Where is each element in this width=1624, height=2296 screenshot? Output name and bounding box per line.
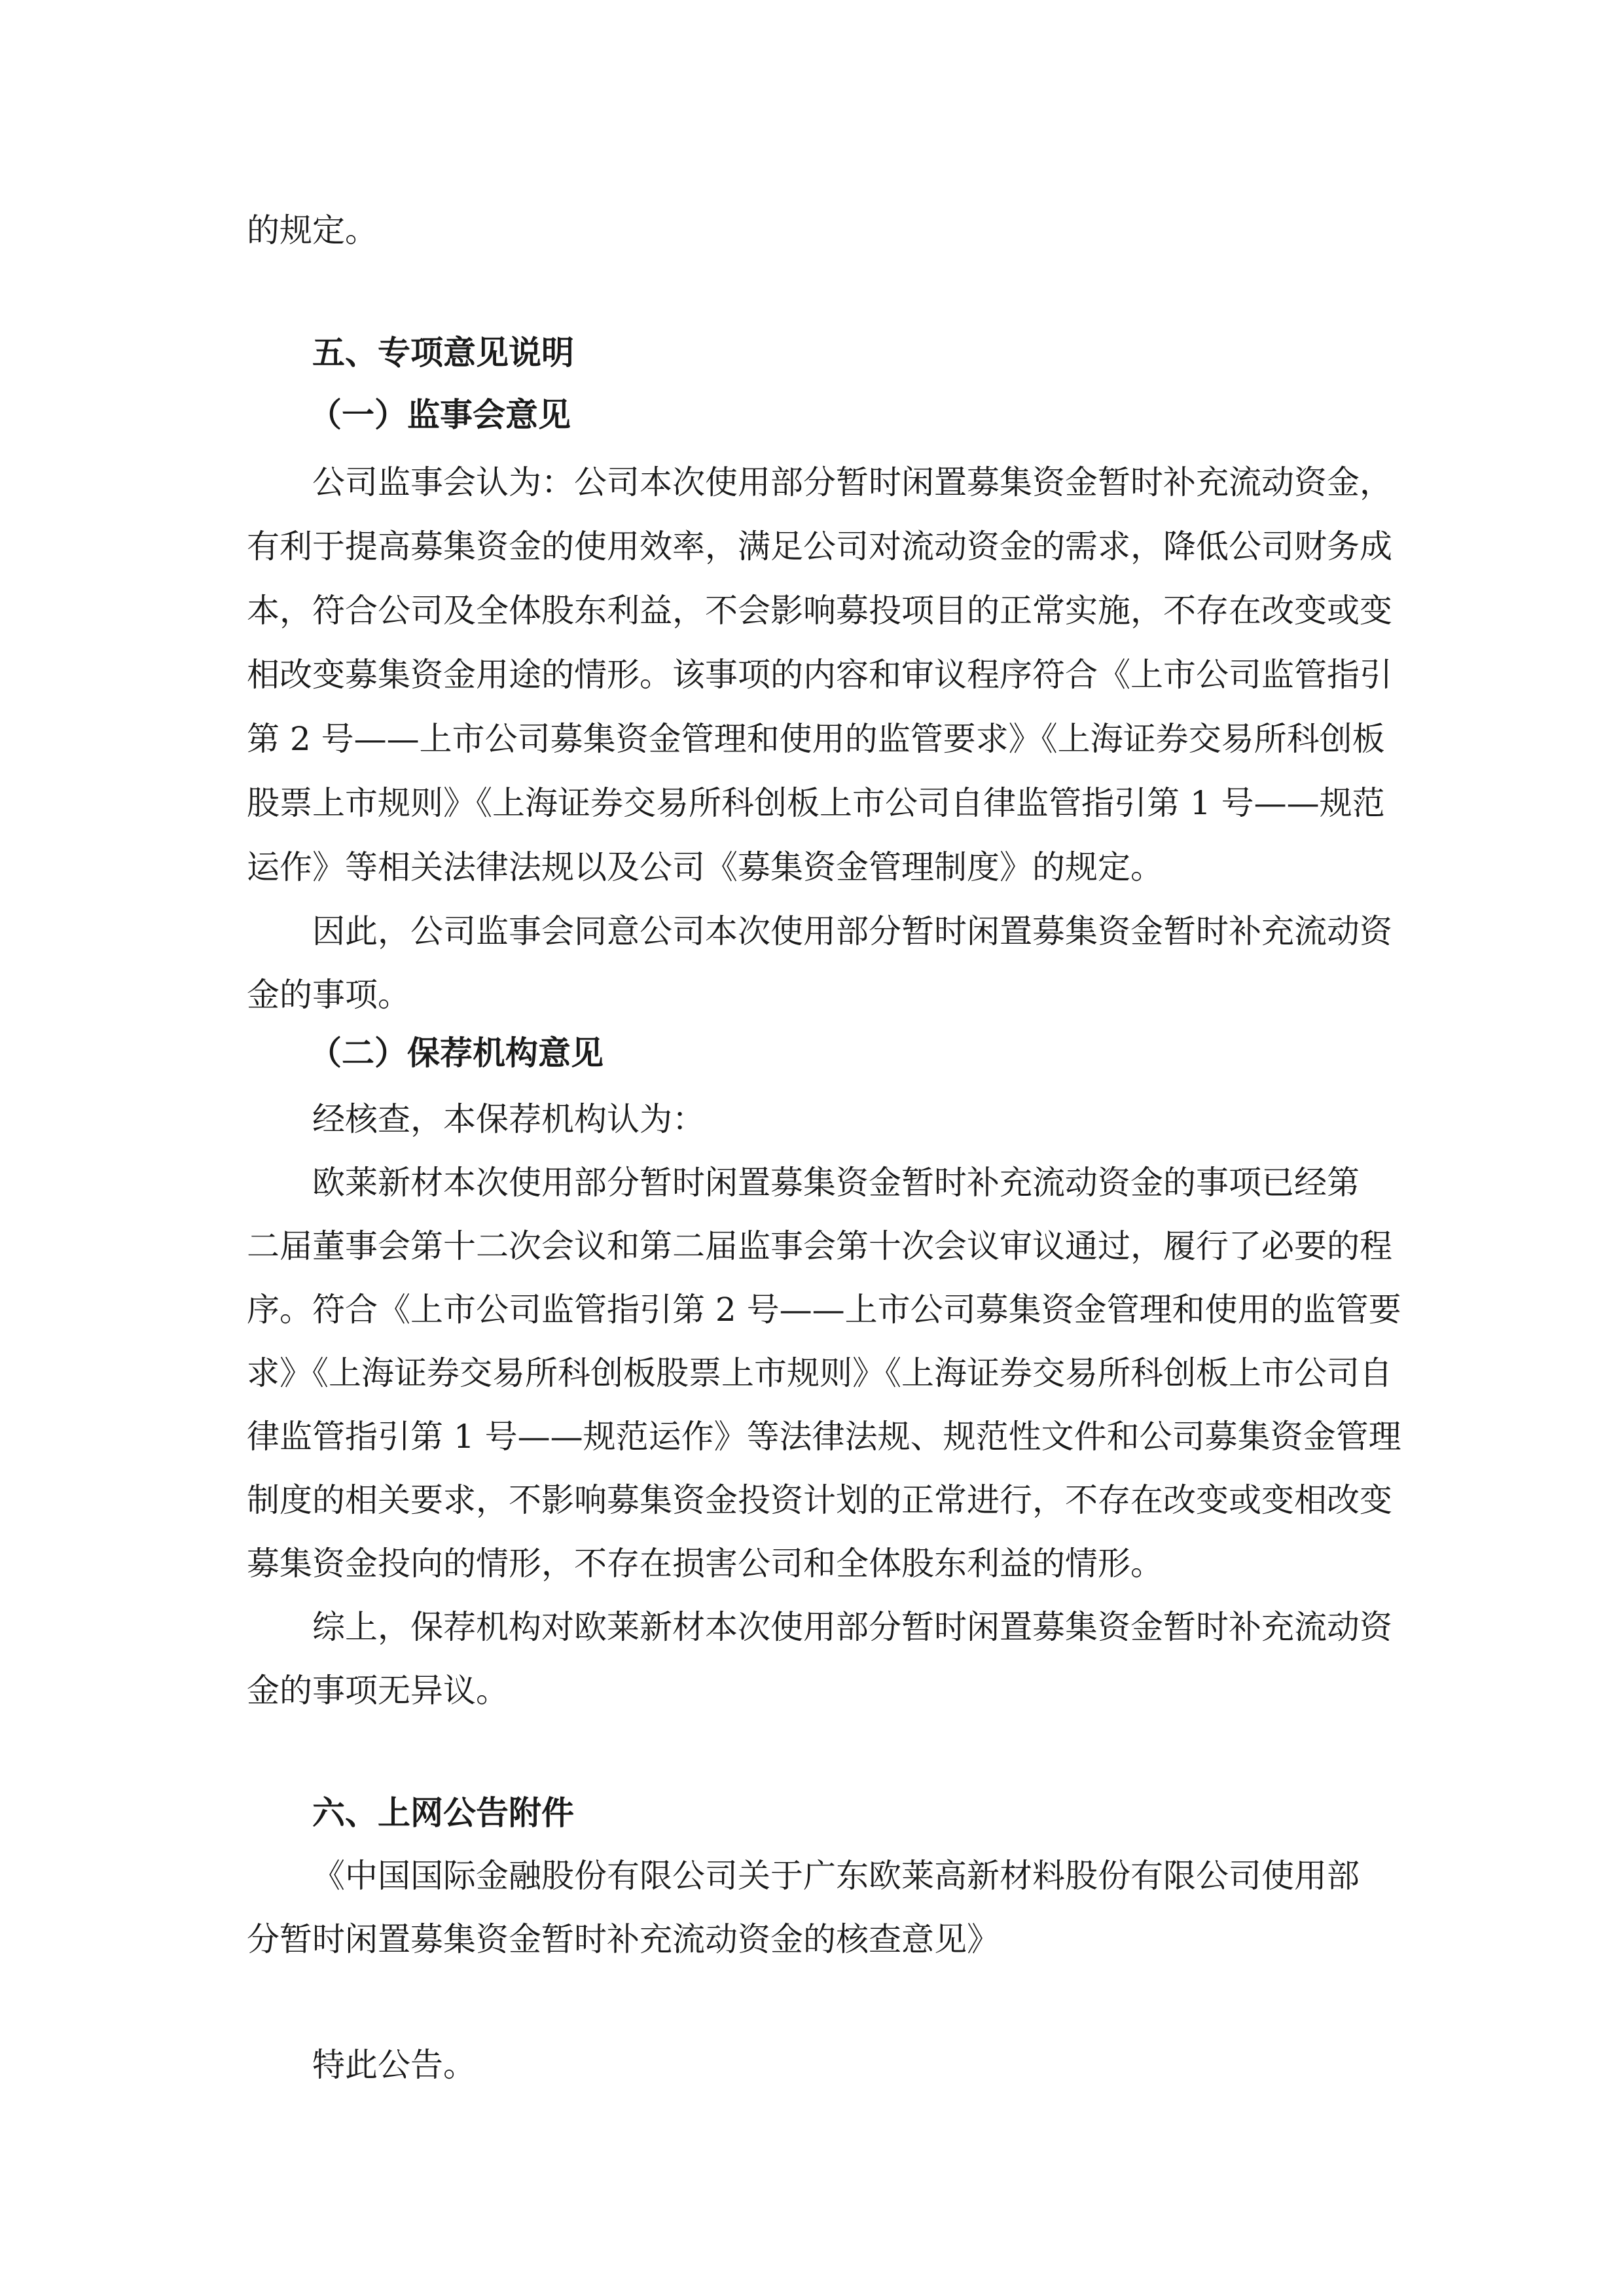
paragraph-line: 律监管指引第 1 号——规范运作》等法律法规、规范性文件和公司募集资金管理 <box>247 1418 1401 1456</box>
paragraph-line: 公司监事会认为：公司本次使用部分暂时闲置募集资金暂时补充流动资金， <box>312 463 1392 501</box>
subsection-heading-1: （一）监事会意见 <box>309 396 571 434</box>
paragraph-line: 序。符合《上市公司监管指引第 2 号——上市公司募集资金管理和使用的监管要 <box>247 1291 1401 1329</box>
paragraph-line: 制度的相关要求，不影响募集资金投资计划的正常进行，不存在改变或变相改变 <box>247 1481 1392 1519</box>
paragraph-line: 欧莱新材本次使用部分暂时闲置募集资金暂时补充流动资金的事项已经第 <box>312 1164 1360 1202</box>
paragraph-line: 分暂时闲置募集资金暂时补充流动资金的核查意见》 <box>247 1920 1000 1958</box>
closing-line: 特此公告。 <box>312 2046 476 2084</box>
subsection-heading-2: （二）保荐机构意见 <box>309 1034 604 1072</box>
paragraph-line: 经核查，本保荐机构认为： <box>312 1100 705 1138</box>
section-heading-6: 六、上网公告附件 <box>312 1794 574 1832</box>
paragraph-line: 金的事项无异议。 <box>247 1672 509 1710</box>
paragraph-line: 因此，公司监事会同意公司本次使用部分暂时闲置募集资金暂时补充流动资 <box>312 912 1392 950</box>
section-heading-5: 五、专项意见说明 <box>312 334 574 372</box>
paragraph-line: 求》《上海证券交易所科创板股票上市规则》《上海证券交易所科创板上市公司自 <box>247 1354 1392 1392</box>
paragraph-line: 募集资金投向的情形，不存在损害公司和全体股东利益的情形。 <box>247 1545 1163 1583</box>
paragraph-line: 金的事项。 <box>247 976 410 1014</box>
paragraph-line: 二届董事会第十二次会议和第二届监事会第十次会议审议通过，履行了必要的程 <box>247 1227 1392 1265</box>
paragraph-line: 运作》等相关法律法规以及公司《募集资金管理制度》的规定。 <box>247 848 1163 886</box>
paragraph-line: 本，符合公司及全体股东利益，不会影响募投项目的正常实施，不存在改变或变 <box>247 592 1392 630</box>
paragraph-line: 股票上市规则》《上海证券交易所科创板上市公司自律监管指引第 1 号——规范 <box>247 784 1385 822</box>
paragraph-line: 综上，保荐机构对欧莱新材本次使用部分暂时闲置募集资金暂时补充流动资 <box>312 1608 1392 1646</box>
paragraph-line: 的规定。 <box>247 211 378 249</box>
paragraph-line: 有利于提高募集资金的使用效率，满足公司对流动资金的需求，降低公司财务成 <box>247 528 1392 565</box>
paragraph-line: 第 2 号——上市公司募集资金管理和使用的监管要求》《上海证券交易所科创板 <box>247 720 1385 758</box>
paragraph-line: 《中国国际金融股份有限公司关于广东欧莱高新材料股份有限公司使用部 <box>312 1857 1360 1895</box>
paragraph-line: 相改变募集资金用途的情形。该事项的内容和审议程序符合《上市公司监管指引 <box>247 656 1392 694</box>
